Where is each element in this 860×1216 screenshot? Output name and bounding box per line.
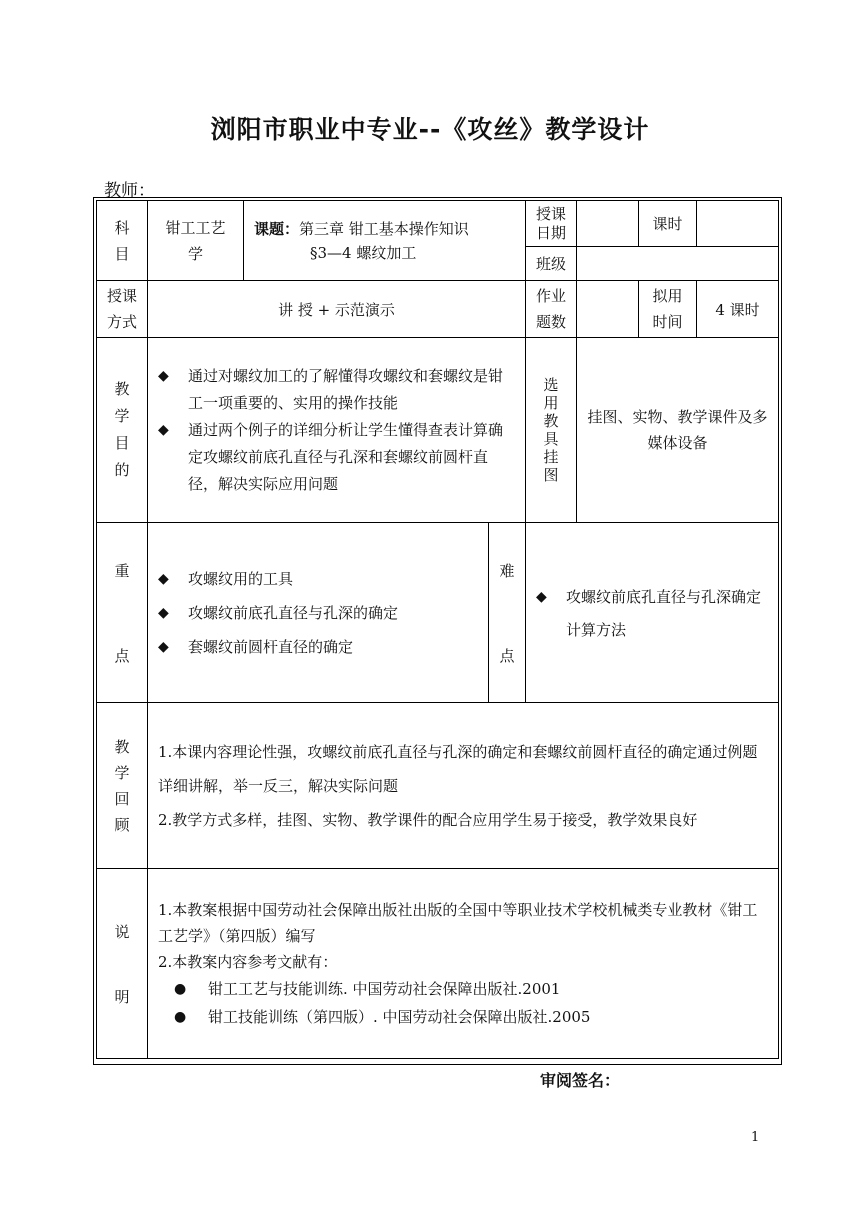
list-item: ● 钳工工艺与技能训练. 中国劳动社会保障出版社.2001 — [174, 975, 778, 1003]
key-points-content — [148, 523, 489, 703]
difficult-points-list — [526, 581, 778, 647]
date-value — [577, 201, 639, 247]
key-points-list — [148, 562, 488, 664]
topic-cell — [244, 201, 526, 281]
subject-label: 科目 — [97, 201, 148, 281]
topic-label: 课题： — [254, 219, 300, 238]
list-item: ◆ 攻螺纹前底孔直径与孔深确定计算方法 — [536, 581, 770, 647]
references-list — [148, 975, 778, 1031]
page-title: 浏阳市职业中专业--《攻丝》教学设计 — [210, 115, 650, 144]
key-points-label: 重 点 — [97, 523, 148, 703]
review-paragraph-2: 2.教学方式多样，挂图、实物、教学课件的配合应用学生易于接受，教学效果良好 — [158, 810, 698, 829]
subject-value: 钳工工艺学 — [148, 201, 244, 281]
hours-value — [697, 201, 779, 247]
notes-paragraph-1: 1.本教案根据中国劳动社会保障出版社出版的全国中等职业技术学校机械类专业教材《钳工工艺学》（第四版）编写 — [158, 900, 758, 945]
list-item: ◆ 通过对螺纹加工的了解懂得攻螺纹和套螺纹是钳工一项重要的、实用的操作技能 — [158, 363, 517, 417]
class-value — [577, 247, 779, 281]
page-number: 1 — [751, 1130, 760, 1145]
diamond-bullet-icon: ◆ — [158, 638, 169, 655]
notes-paragraph-2: 2.本教案内容参考文献有： — [158, 952, 338, 971]
diamond-bullet-icon: ◆ — [158, 570, 169, 587]
diamond-bullet-icon: ◆ — [158, 604, 169, 621]
hours-label: 课时 — [639, 201, 697, 247]
lesson-plan-table — [96, 200, 779, 1059]
review-content — [148, 703, 779, 869]
homework-label: 作业题数 — [526, 281, 577, 338]
topic-line-1: 第三章 钳工基本操作知识 — [299, 219, 469, 238]
list-item: ◆ 攻螺纹用的工具 — [158, 562, 480, 596]
teaching-aids-value: 挂图、实物、教学课件及多媒体设备 — [577, 338, 779, 523]
planned-time-label: 拟用时间 — [639, 281, 697, 338]
diamond-bullet-icon: ◆ — [158, 367, 169, 384]
method-value: 讲 授 + 示范演示 — [148, 281, 526, 338]
objectives-label: 教学目的 — [97, 338, 148, 523]
difficult-points-content — [526, 523, 779, 703]
diamond-bullet-icon: ◆ — [536, 589, 547, 605]
teacher-label: 教师： — [104, 181, 155, 201]
date-label: 授课日期 — [526, 201, 577, 247]
notes-content — [148, 869, 779, 1059]
planned-time-value: 4 课时 — [697, 281, 779, 338]
notes-label: 说 明 — [97, 869, 148, 1059]
list-item: ◆ 通过两个例子的详细分析让学生懂得查表计算确定攻螺纹前底孔直径与孔深和套螺纹前圆杆直径，解决实际应用问题 — [158, 417, 517, 498]
diamond-bullet-icon: ◆ — [158, 421, 169, 438]
homework-value — [577, 281, 639, 338]
list-item: ◆ 攻螺纹前底孔直径与孔深的确定 — [158, 596, 480, 630]
list-item: ● 钳工技能训练（第四版）. 中国劳动社会保障出版社.2005 — [174, 1003, 778, 1031]
method-label: 授课方式 — [97, 281, 148, 338]
round-bullet-icon: ● — [174, 980, 187, 997]
objectives-list — [148, 363, 525, 498]
topic-line-2: §3—4 螺纹加工 — [310, 243, 417, 262]
round-bullet-icon: ● — [174, 1008, 187, 1025]
review-signature-label: 审阅签名： — [540, 1071, 621, 1090]
difficult-points-label: 难 点 — [489, 523, 526, 703]
list-item: ◆ 套螺纹前圆杆直径的确定 — [158, 630, 480, 664]
review-paragraph-1: 1.本课内容理论性强，攻螺纹前底孔直径与孔深的确定和套螺纹前圆杆直径的确定通过例题详细讲解，举一反三，解决实际问题 — [158, 742, 758, 795]
class-label: 班级 — [526, 247, 577, 281]
objectives-content — [148, 338, 526, 523]
teaching-aids-label: 选用教具挂图 — [526, 338, 577, 523]
review-label: 教学回顾 — [97, 703, 148, 869]
